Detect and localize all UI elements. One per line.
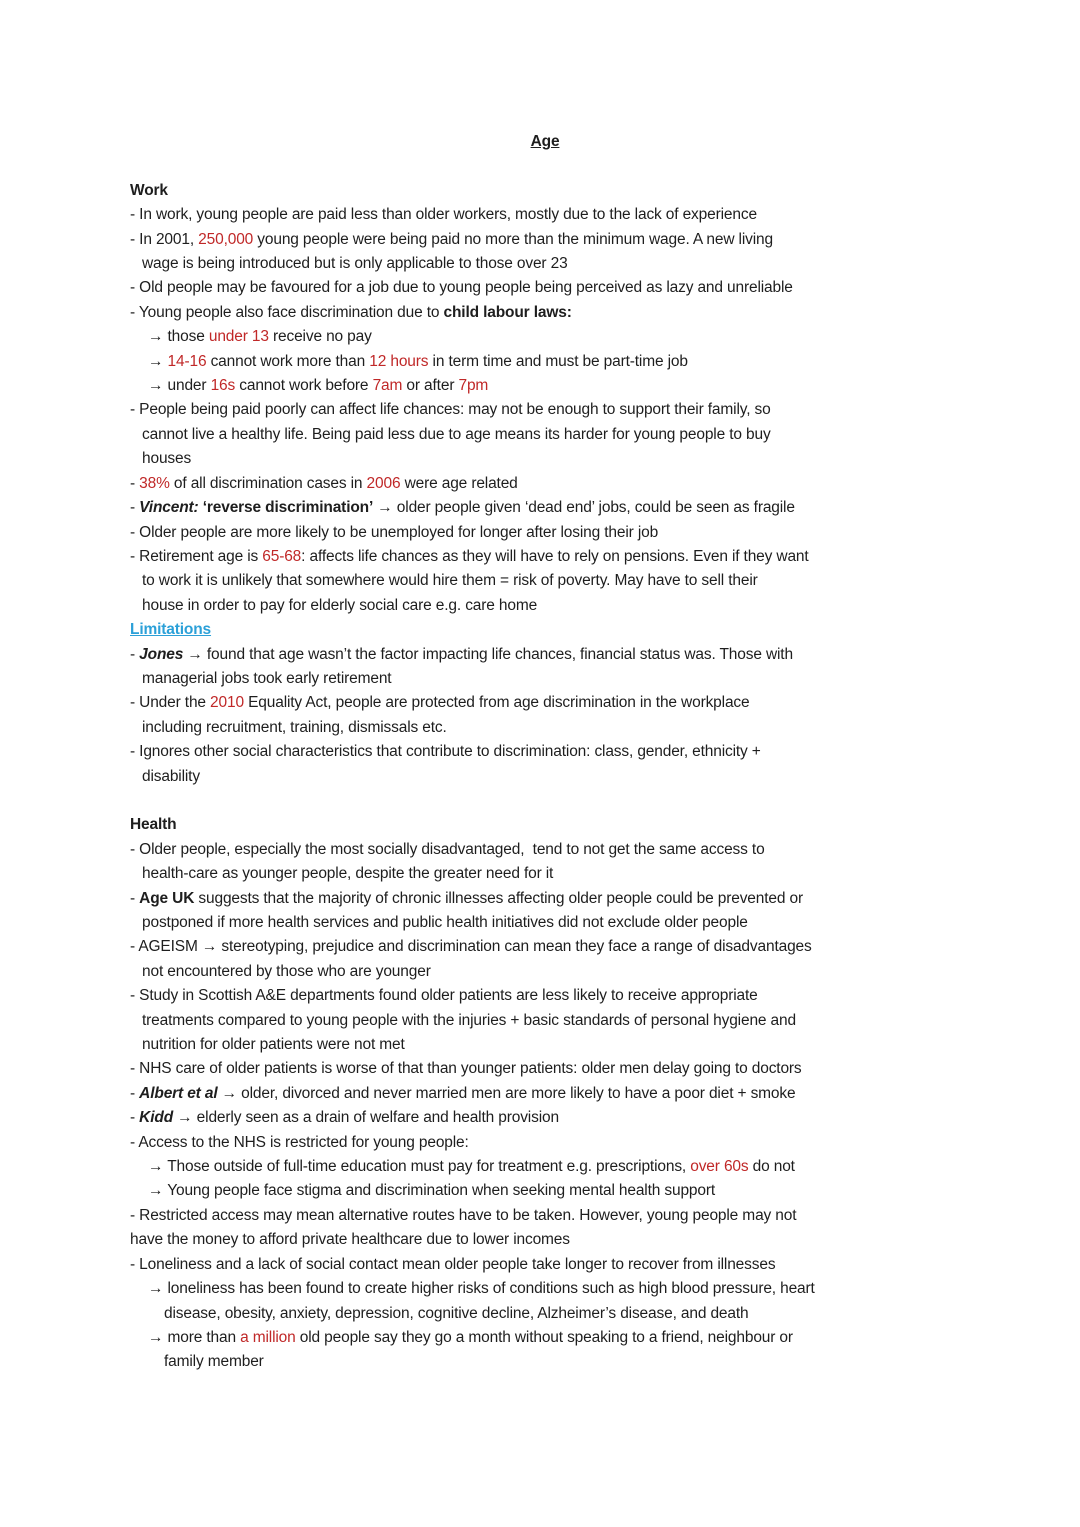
text-line (130, 1057, 960, 1081)
text-segment: - Young people also face discrimination due to (130, 303, 444, 321)
text-line (130, 569, 960, 593)
text-segment: → found that age wasn’t the factor impacting life chances, financial status was. Those with (183, 645, 793, 663)
text-line (130, 887, 960, 911)
text-line (130, 716, 960, 740)
text-line (130, 1326, 960, 1350)
text-segment: old people say they go a month without speaking to a friend, neighbour or (295, 1328, 793, 1346)
text-segment: 2006 (366, 474, 401, 492)
text-segment: not encountered by those who are younger (142, 962, 431, 980)
text-line (130, 276, 960, 300)
text-line (130, 325, 960, 349)
text-segment: → loneliness has been found to create higher risks of conditions such as high blood pressure, heart (148, 1280, 815, 1298)
text-line (130, 911, 960, 935)
text-line (130, 667, 960, 691)
text-segment: of all discrimination cases in (169, 474, 367, 492)
text-segment: - Old people may be favoured for a job due to young people being perceived as lazy and unreliable (130, 279, 793, 297)
notes-document (130, 130, 960, 1375)
text-segment: in term time and must be part-time job (428, 352, 688, 370)
text-segment: - NHS care of older patients is worse of that than younger patients: older men delay going to doctors (130, 1060, 802, 1078)
text-line (130, 1228, 960, 1252)
text-segment: Limitations (130, 621, 212, 639)
text-line (130, 228, 960, 252)
text-segment: - Older people, especially the most socially disadvantaged, tend to not get the same access to (130, 840, 765, 858)
text-segment: wage is being introduced but is only applicable to those over 23 (142, 255, 568, 273)
text-line (130, 350, 960, 374)
text-line (130, 496, 960, 520)
text-segment: - Loneliness and a lack of social contact mean older people take longer to recover from illnesses (130, 1255, 776, 1273)
text-segment: Kidd (139, 1109, 174, 1127)
text-line (130, 301, 960, 325)
text-segment: have the money to afford private healthcare due to lower incomes (130, 1231, 570, 1249)
text-line (130, 862, 960, 886)
text-segment: to work it is unlikely that somewhere would hire them = risk of poverty. May have to sell their (142, 572, 758, 590)
text-segment: → more than (148, 1328, 241, 1346)
text-segment: - (130, 474, 140, 492)
text-line (130, 423, 960, 447)
text-segment: 7am (372, 377, 403, 395)
text-segment: cannot live a healthy life. Being paid less due to age means its harder for young people to buy (142, 425, 771, 443)
text-segment: 7pm (458, 377, 489, 395)
text-segment: disability (142, 767, 200, 785)
text-segment: Jones (139, 645, 184, 663)
text-line (130, 594, 960, 618)
text-segment: child labour laws: (443, 303, 572, 321)
text-segment: suggests that the majority of chronic illnesses affecting older people could be prevented or (194, 889, 803, 907)
text-segment: were age related (400, 474, 518, 492)
text-segment: → those (148, 328, 209, 346)
text-line (130, 545, 960, 569)
text-segment: 65-68 (262, 547, 302, 565)
text-segment: cannot work more than (206, 352, 370, 370)
text-line (130, 1131, 960, 1155)
text-segment: - (130, 889, 140, 907)
text-line (130, 1033, 960, 1057)
text-line (130, 1082, 960, 1106)
text-line (130, 1302, 960, 1326)
text-line (130, 838, 960, 862)
text-segment: ‘reverse discrimination’ (202, 499, 374, 517)
text-line (130, 374, 960, 398)
text-segment: under 13 (208, 328, 269, 346)
text-line (130, 252, 960, 276)
text-segment: houses (142, 450, 192, 468)
text-segment: postponed if more health services and public health initiatives did not exclude older people (142, 914, 748, 931)
text-segment: - Under the (130, 694, 211, 712)
text-segment: receive no pay (268, 328, 372, 346)
text-segment: Vincent: (139, 499, 199, 517)
text-segment: 14-16 (167, 352, 207, 370)
text-segment: managerial jobs took early retirement (142, 669, 392, 687)
text-segment: 12 hours (369, 352, 429, 370)
text-line (130, 472, 960, 496)
text-segment: family member (164, 1353, 264, 1371)
text-segment: - People being paid poorly can affect life chances: may not be enough to support their family, so (130, 401, 771, 419)
text-line (130, 203, 960, 227)
text-segment: do not (748, 1158, 795, 1176)
text-segment: 2010 (210, 694, 244, 712)
blank-line (130, 789, 960, 813)
text-segment: health-care as younger people, despite the greater need for it (142, 865, 554, 883)
text-line (130, 1155, 960, 1179)
text-segment: - In work, young people are paid less than older workers, mostly due to the lack of experience (130, 206, 757, 224)
section-heading (130, 179, 960, 203)
text-segment: - Retirement age is (130, 547, 263, 565)
text-segment: or after (402, 377, 459, 395)
text-segment: - (130, 499, 140, 517)
text-line (130, 1204, 960, 1228)
section-heading (130, 813, 960, 837)
text-segment: over 60s (690, 1158, 749, 1176)
text-segment: Albert et al (139, 1084, 218, 1102)
text-segment: disease, obesity, anxiety, depression, cognitive decline, Alzheimer’s disease, and death (164, 1304, 749, 1322)
text-line (130, 521, 960, 545)
text-segment: - (130, 1084, 140, 1102)
text-segment: - Older people are more likely to be unemployed for longer after losing their job (130, 523, 659, 541)
text-segment: → Young people face stigma and discrimination when seeking mental health support (148, 1182, 716, 1200)
text-line (130, 1253, 960, 1277)
text-line (130, 740, 960, 764)
text-segment: → (148, 352, 168, 370)
subsection-heading (130, 618, 960, 642)
text-segment: Work (130, 181, 168, 199)
text-segment: 16s (210, 377, 236, 395)
text-line (130, 691, 960, 715)
text-segment: nutrition for older patients were not met (142, 1036, 405, 1054)
blank-line (130, 154, 960, 178)
text-line (130, 447, 960, 471)
text-segment: Age UK (139, 889, 195, 907)
text-line (130, 398, 960, 422)
text-line (130, 1009, 960, 1033)
text-line (130, 960, 960, 984)
text-segment: - Ignores other social characteristics that contribute to discrimination: class, gender, ethnicity + (130, 743, 761, 761)
text-segment: 250,000 (198, 230, 254, 248)
text-segment: - AGEISM → stereotyping, prejudice and discrimination can mean they face a range of disadvantages (130, 938, 812, 956)
text-segment: Age (530, 133, 560, 150)
text-segment: house in order to pay for elderly social care e.g. care home (142, 596, 538, 614)
text-segment: - In 2001, (130, 230, 199, 248)
text-segment: - Restricted access may mean alternative routes have to be taken. However, young people may not (130, 1206, 797, 1224)
text-line (130, 984, 960, 1008)
text-segment: - Access to the NHS is restricted for young people: (130, 1133, 469, 1151)
text-segment: 38% (139, 474, 170, 492)
text-line (130, 1277, 960, 1301)
text-segment: cannot work before (235, 377, 373, 395)
text-segment: young people were being paid no more than the minimum wage. A new living (253, 230, 773, 248)
text-segment: - Study in Scottish A&E departments found older patients are less likely to receive appropriate (130, 987, 758, 1005)
text-segment: → elderly seen as a drain of welfare and health provision (173, 1109, 559, 1127)
text-line (130, 765, 960, 789)
text-segment: : affects life chances as they will have to rely on pensions. Even if they want (301, 547, 809, 565)
text-segment: Health (130, 816, 177, 834)
text-segment: - (130, 645, 140, 663)
text-line (130, 1350, 960, 1374)
text-segment: treatments compared to young people with the injuries + basic standards of personal hygiene and (142, 1011, 796, 1029)
text-line (130, 1179, 960, 1203)
text-line (130, 643, 960, 667)
text-segment: → Those outside of full-time education must pay for treatment e.g. prescriptions, (148, 1158, 691, 1176)
text-segment: including recruitment, training, dismissals etc. (142, 718, 447, 736)
text-segment: → older, divorced and never married men are more likely to have a poor diet + smoke (217, 1084, 796, 1102)
text-segment: - (130, 1109, 140, 1127)
text-segment: → older people given ‘dead end’ jobs, could be seen as fragile (373, 499, 795, 517)
text-segment: a million (240, 1328, 296, 1346)
text-segment: Equality Act, people are protected from age discrimination in the workplace (243, 694, 750, 712)
text-line (130, 1106, 960, 1130)
text-line (130, 935, 960, 959)
text-segment: → under (148, 377, 211, 395)
doc-title (130, 130, 960, 154)
